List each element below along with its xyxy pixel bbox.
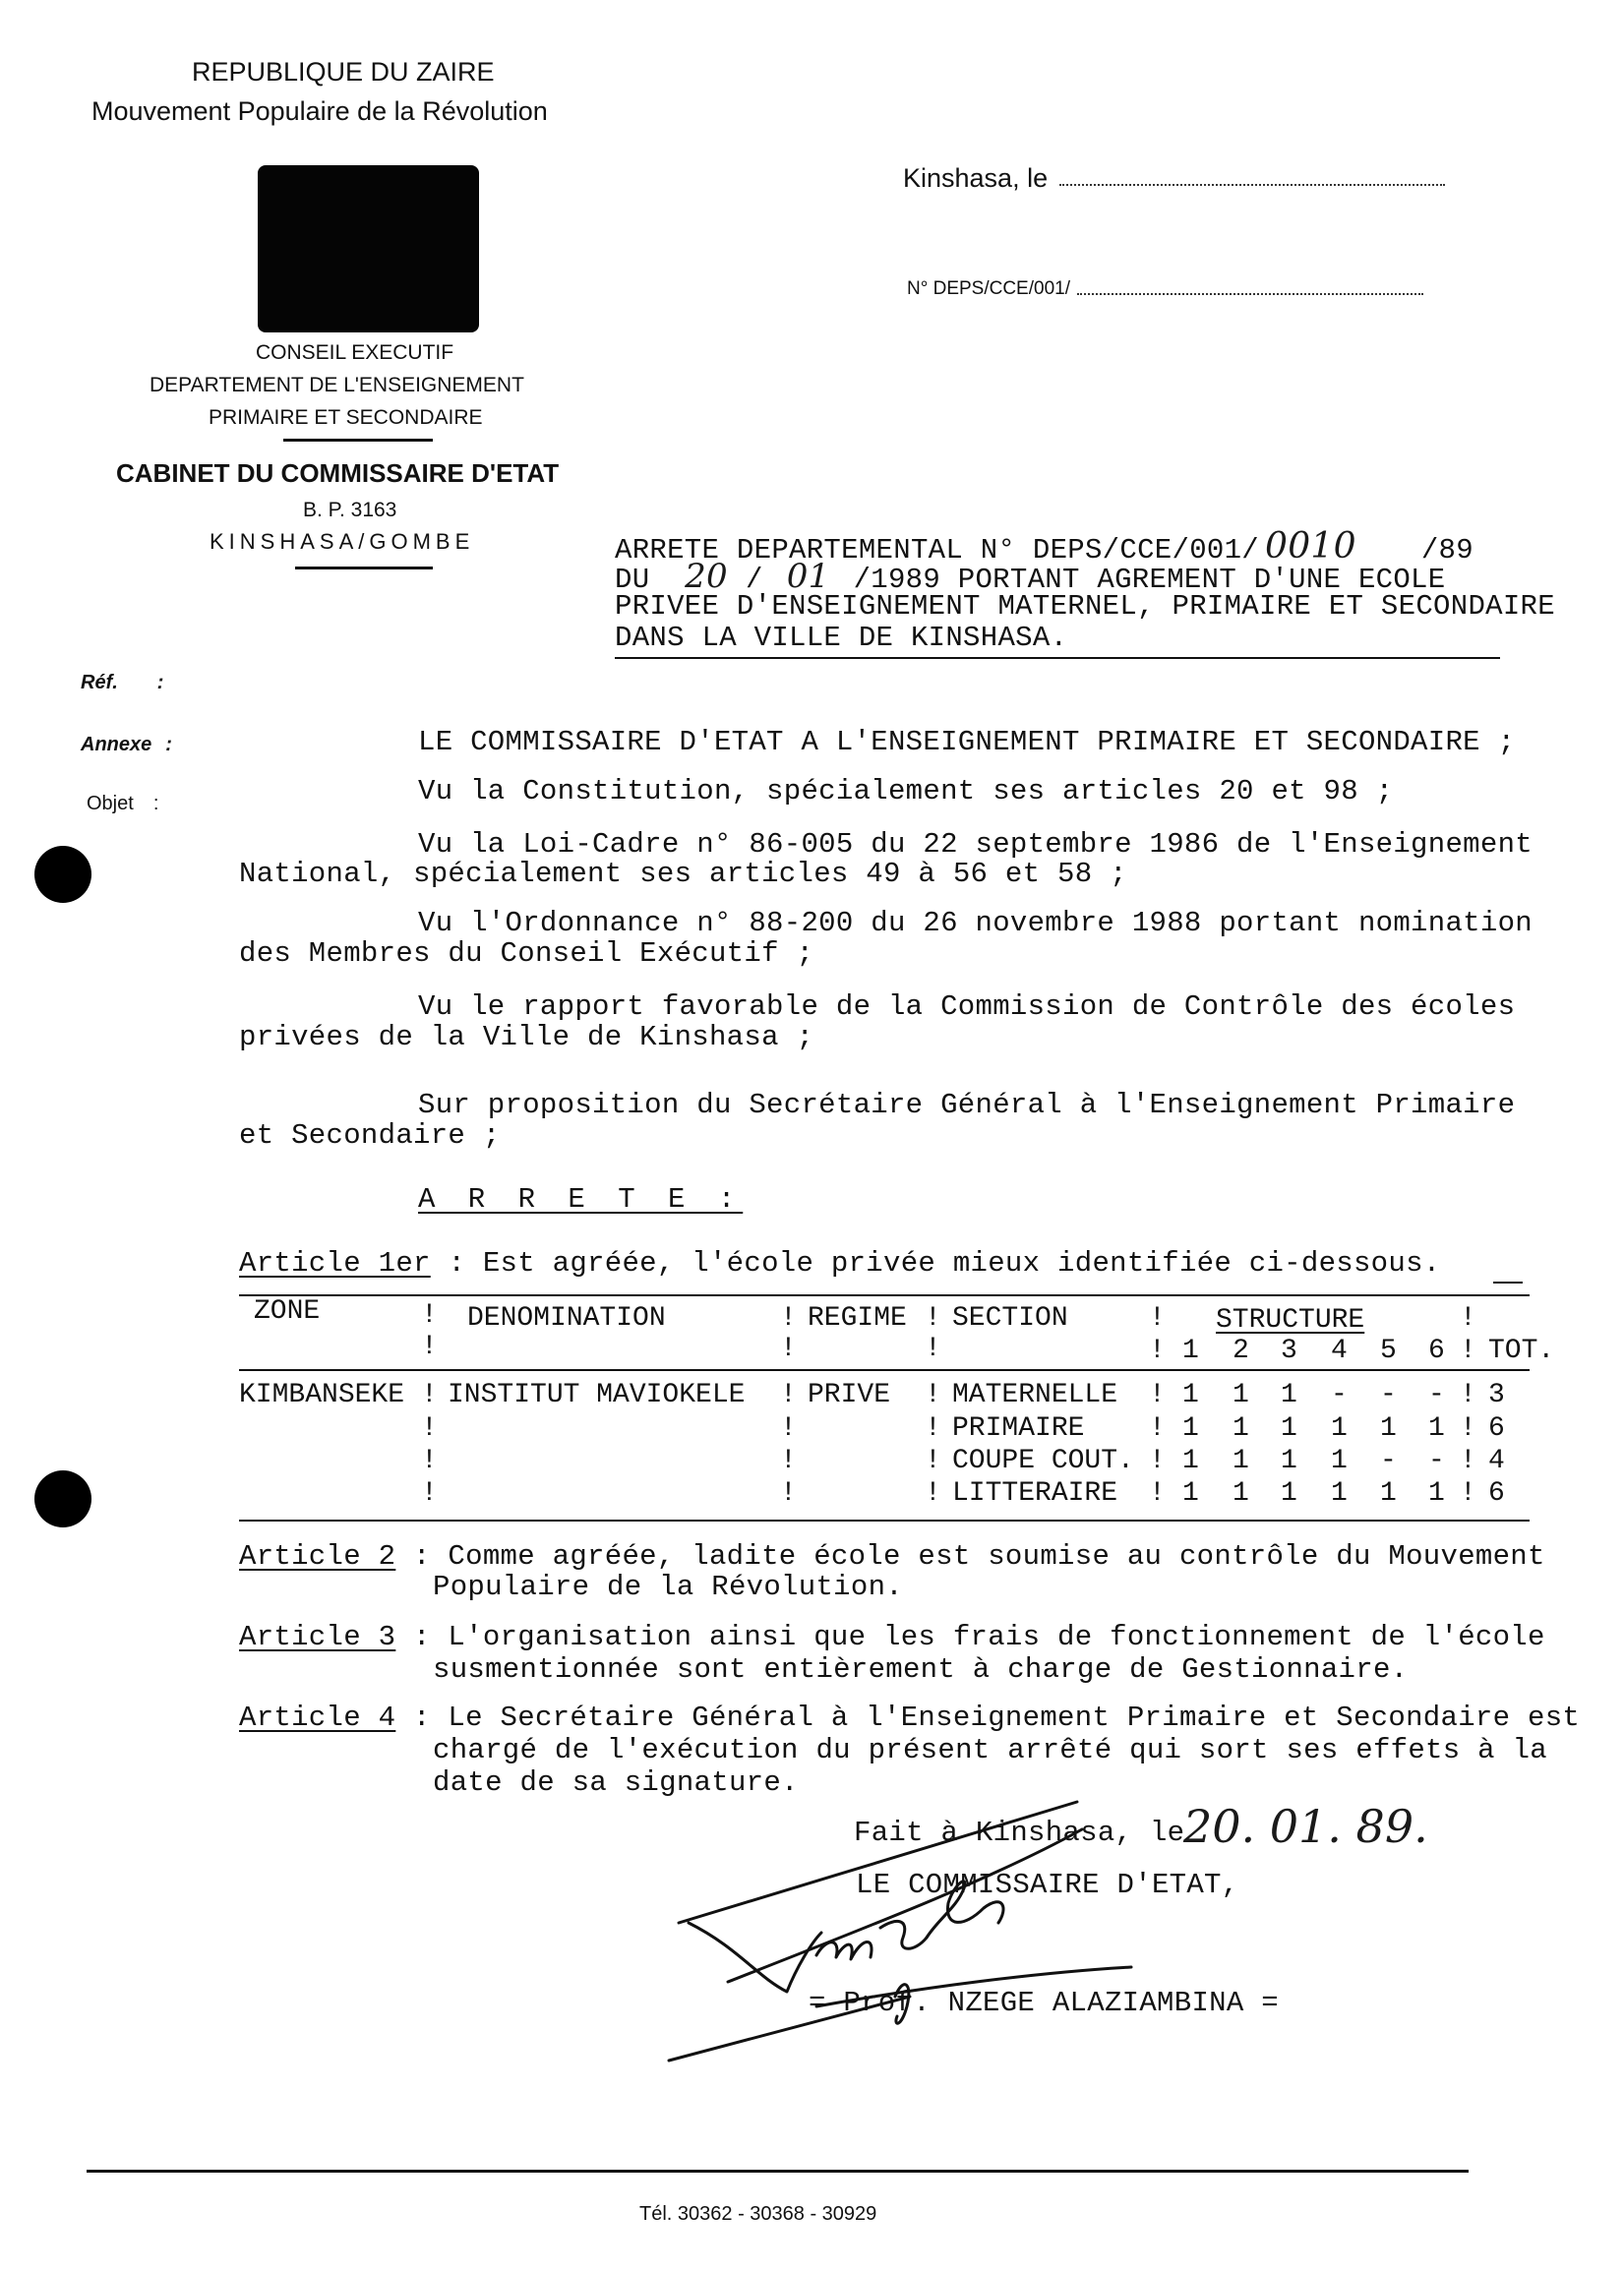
- separator: !: [1149, 1380, 1166, 1410]
- article-3-line1: [239, 1621, 1545, 1653]
- annexe-colon: :: [165, 734, 172, 755]
- objet-label-text: Objet: [87, 793, 134, 814]
- redacted-emblem: [258, 165, 479, 332]
- footer-rule: [87, 2170, 1469, 2173]
- cell-denomination: INSTITUT MAVIOKELE: [448, 1380, 746, 1410]
- header-total: TOT.: [1488, 1336, 1555, 1366]
- cell-year: 1: [1380, 1478, 1397, 1509]
- footer-telephone: Tél. 30362 - 30368 - 30929: [639, 2203, 877, 2225]
- article-4-text: : Le Secrétaire Général à l'Enseignement Primaire et Secondaire est: [413, 1702, 1581, 1734]
- separator: !: [925, 1380, 941, 1410]
- ref-label-text: Réf.: [81, 672, 118, 693]
- cell-year: -: [1380, 1380, 1397, 1410]
- number-blank: [1077, 283, 1423, 295]
- article-4-line3: date de sa signature.: [433, 1766, 799, 1799]
- article-1-text: : Est agréée, l'école privée mieux identifiée ci-dessous.: [448, 1247, 1441, 1280]
- separator: !: [421, 1478, 438, 1509]
- department-line2: PRIMAIRE ET SECONDAIRE: [209, 406, 483, 429]
- cell-year: 1: [1428, 1413, 1445, 1444]
- separator: !: [780, 1478, 797, 1509]
- handwritten-day: 20: [685, 557, 728, 596]
- article-4-label: Article 4: [239, 1702, 396, 1734]
- article-1: [239, 1247, 1441, 1280]
- separator: !: [1460, 1413, 1476, 1444]
- handwritten-month: 01: [786, 557, 830, 596]
- article-4-line1: [239, 1702, 1580, 1734]
- cell-year: -: [1331, 1380, 1348, 1410]
- title-underline: [615, 657, 1500, 659]
- cell-year: 1: [1233, 1446, 1249, 1476]
- separator: !: [780, 1303, 797, 1334]
- objet-label: [87, 793, 158, 815]
- arrete-heading: A R R E T E :: [418, 1183, 744, 1216]
- header-year: 4: [1331, 1336, 1348, 1366]
- article-2-line1: [239, 1540, 1545, 1573]
- article-3-label: Article 3: [239, 1621, 396, 1653]
- cell-year: 1: [1182, 1380, 1199, 1410]
- vu-rapport-2: privées de la Ville de Kinshasa ;: [239, 1021, 814, 1053]
- cell-year: 1: [1182, 1413, 1199, 1444]
- commissioner-heading: LE COMMISSAIRE D'ETAT A L'ENSEIGNEMENT PRIMAIRE ET SECONDAIRE ;: [418, 726, 1516, 758]
- cell-year: 1: [1281, 1446, 1297, 1476]
- vu-ordonnance-2: des Membres du Conseil Exécutif ;: [239, 937, 814, 970]
- separator: !: [925, 1334, 941, 1364]
- separator: !: [780, 1413, 797, 1444]
- table-bottom-rule: [239, 1520, 1530, 1522]
- separator: !: [421, 1380, 438, 1410]
- place-label: Kinshasa, le: [903, 163, 1049, 193]
- date-blank: [1059, 174, 1445, 186]
- fait-a-line: Fait à Kinshasa, le: [854, 1817, 1185, 1849]
- separator: !: [1149, 1336, 1166, 1366]
- cell-year: 1: [1233, 1478, 1249, 1509]
- cell-section: LITTERAIRE: [952, 1478, 1118, 1509]
- vu-loi-cadre-2: National, spécialement ses articles 49 à 56 et 58 ;: [239, 858, 1127, 890]
- title-date-sep: /: [745, 564, 763, 596]
- cell-year: -: [1380, 1446, 1397, 1476]
- title-line3: PRIVEE D'ENSEIGNEMENT MATERNEL, PRIMAIRE ET SECONDAIRE: [615, 590, 1555, 623]
- cell-total: 6: [1488, 1478, 1505, 1509]
- ref-label: [81, 672, 163, 694]
- title-line4: DANS LA VILLE DE KINSHASA.: [615, 622, 1068, 654]
- separator: !: [421, 1332, 438, 1362]
- council-name: CONSEIL EXECUTIF: [256, 341, 454, 364]
- title-year: /89: [1420, 534, 1474, 567]
- header-year: 2: [1233, 1336, 1249, 1366]
- cell-section: PRIMAIRE: [952, 1413, 1085, 1444]
- reference-number-line: [907, 278, 1423, 300]
- vu-ordonnance-1: Vu l'Ordonnance n° 88-200 du 26 novembre 1988 portant nomination: [418, 907, 1533, 939]
- separator: !: [780, 1334, 797, 1364]
- article-1-label: Article 1er: [239, 1247, 431, 1280]
- header-regime: REGIME: [808, 1303, 907, 1334]
- cell-year: -: [1428, 1380, 1445, 1410]
- city-name: KINSHASA/GOMBE: [210, 529, 475, 554]
- article-2-line2: Populaire de la Révolution.: [433, 1571, 903, 1603]
- article-3-text: : L'organisation ainsi que les frais de fonctionnement de l'école: [413, 1621, 1545, 1653]
- table-header-rule: [239, 1369, 1530, 1371]
- separator: !: [925, 1478, 941, 1509]
- sur-proposition-2: et Secondaire ;: [239, 1119, 501, 1152]
- separator: !: [421, 1446, 438, 1476]
- cell-year: 1: [1331, 1413, 1348, 1444]
- separator: !: [1149, 1446, 1166, 1476]
- header-structure: STRUCTURE: [1216, 1305, 1365, 1336]
- title-du: DU: [615, 564, 650, 596]
- separator: !: [1460, 1478, 1476, 1509]
- place-date-line: [903, 163, 1445, 194]
- article-3-line2: susmentionnée sont entièrement à charge de Gestionnaire.: [433, 1653, 1409, 1686]
- postal-box: B. P. 3163: [303, 499, 397, 521]
- objet-colon: :: [152, 793, 159, 814]
- separator: !: [421, 1300, 438, 1331]
- cell-year: 1: [1233, 1413, 1249, 1444]
- cell-year: 1: [1182, 1446, 1199, 1476]
- cell-regime: PRIVE: [808, 1380, 891, 1410]
- header-year: 3: [1281, 1336, 1297, 1366]
- annexe-label: [81, 734, 172, 756]
- vu-rapport-1: Vu le rapport favorable de la Commission de Contrôle des écoles: [418, 990, 1516, 1023]
- separator: !: [925, 1446, 941, 1476]
- handwritten-signature-date: 20. 01. 89.: [1183, 1800, 1428, 1853]
- signatory-name: = Prof. NZEGE ALAZIAMBINA =: [809, 1987, 1279, 2019]
- vu-loi-cadre-1: Vu la Loi-Cadre n° 86-005 du 22 septembre 1986 de l'Enseignement: [418, 828, 1533, 861]
- header-year: 6: [1428, 1336, 1445, 1366]
- separator: !: [1149, 1413, 1166, 1444]
- article-4-line2: chargé de l'exécution du présent arrêté qui sort ses effets à la: [433, 1734, 1547, 1766]
- separator: !: [1460, 1380, 1476, 1410]
- handwritten-decree-number: 0010: [1265, 526, 1356, 567]
- separator: !: [780, 1380, 797, 1410]
- header-rule-1: [283, 439, 433, 442]
- cell-year: 1: [1331, 1478, 1348, 1509]
- cell-section: COUPE COUT.: [952, 1446, 1134, 1476]
- cell-year: 1: [1380, 1413, 1397, 1444]
- cell-total: 4: [1488, 1446, 1505, 1476]
- cell-year: -: [1428, 1446, 1445, 1476]
- cell-year: 1: [1281, 1380, 1297, 1410]
- cell-zone: KIMBANSEKE: [239, 1380, 405, 1410]
- title-prefix: ARRETE DEPARTEMENTAL N° DEPS/CCE/001/: [615, 534, 1260, 567]
- header-section: SECTION: [952, 1303, 1068, 1334]
- separator: !: [421, 1413, 438, 1444]
- article-2-label: Article 2: [239, 1540, 396, 1573]
- article-2-text: : Comme agréée, ladite école est soumise au contrôle du Mouvement: [413, 1540, 1545, 1573]
- separator: !: [1149, 1478, 1166, 1509]
- binder-hole-bottom: [34, 1470, 91, 1527]
- table-short-rule: [1493, 1282, 1523, 1284]
- number-label: N° DEPS/CCE/001/: [907, 278, 1070, 299]
- sur-proposition-1: Sur proposition du Secrétaire Général à l'Enseignement Primaire: [418, 1089, 1516, 1121]
- separator: !: [1460, 1336, 1476, 1366]
- separator: !: [1460, 1446, 1476, 1476]
- cell-year: 1: [1428, 1478, 1445, 1509]
- cell-total: 6: [1488, 1413, 1505, 1444]
- department-line1: DEPARTEMENT DE L'ENSEIGNEMENT: [150, 374, 524, 396]
- signature-scribble: [669, 1770, 1357, 2085]
- commissioner-title: LE COMMISSAIRE D'ETAT,: [856, 1869, 1239, 1901]
- header-denomination: DENOMINATION: [467, 1303, 666, 1334]
- header-zone: ZONE: [254, 1296, 321, 1327]
- title-line2-rest: /1989 PORTANT AGREMENT D'UNE ECOLE: [853, 564, 1446, 596]
- header-year: 1: [1182, 1336, 1199, 1366]
- cell-section: MATERNELLE: [952, 1380, 1118, 1410]
- table-top-rule: [239, 1294, 1530, 1296]
- annexe-label-text: Annexe: [81, 734, 152, 755]
- separator: !: [925, 1303, 941, 1334]
- separator: !: [1460, 1303, 1476, 1334]
- cell-year: 1: [1281, 1413, 1297, 1444]
- separator: !: [1149, 1303, 1166, 1334]
- cell-year: 1: [1331, 1446, 1348, 1476]
- cell-year: 1: [1281, 1478, 1297, 1509]
- separator: !: [925, 1413, 941, 1444]
- cell-year: 1: [1182, 1478, 1199, 1509]
- binder-hole-top: [34, 846, 91, 903]
- republic-title: REPUBLIQUE DU ZAIRE: [192, 57, 495, 87]
- movement-name: Mouvement Populaire de la Révolution: [91, 96, 548, 126]
- header-rule-2: [295, 567, 433, 569]
- cell-year: 1: [1233, 1380, 1249, 1410]
- ref-colon: :: [156, 672, 164, 693]
- vu-constitution: Vu la Constitution, spécialement ses articles 20 et 98 ;: [418, 775, 1394, 807]
- header-year: 5: [1380, 1336, 1397, 1366]
- cabinet-name: CABINET DU COMMISSAIRE D'ETAT: [116, 458, 560, 488]
- separator: !: [780, 1446, 797, 1476]
- cell-total: 3: [1488, 1380, 1505, 1410]
